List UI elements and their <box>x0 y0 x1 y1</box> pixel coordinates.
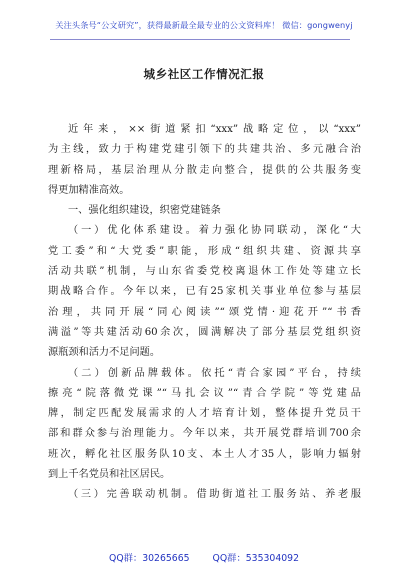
body-line: 期战略合作。今年以来，已有25家机关事业单位参与基层 <box>48 286 361 298</box>
body-line: 近年来，××街道紧扣“xxx”战略定位，以“xxx” <box>68 124 361 135</box>
qq-group-2: QQ群：535304092 <box>212 553 299 564</box>
body-line: 得更加精准高效。 <box>48 184 130 196</box>
body-line: 牌，制定匹配发展需求的人才培育计划，整体提升党员干 <box>48 408 361 420</box>
body-line: 班次，孵化社区服务队10支、本土人才35人，影响力辐射 <box>48 448 361 460</box>
body-line: 源瓶颈和活力不足问题。 <box>48 347 161 359</box>
body-line: 擦亮“院落微党课”“马扎会议”“青合学院”等党建品 <box>48 387 361 399</box>
header-banner: 关注头条号“公文研究”，获得最新最全最专业的公文资料库！ 微信：gongwenyj <box>55 20 353 30</box>
document-title: 城乡社区工作情况汇报 <box>143 67 265 81</box>
header-divider <box>50 39 350 40</box>
qq-group-1: QQ群：30265665 <box>109 553 190 564</box>
body-line: （一）优化体系建设。着力强化协同联动，深化“大 <box>68 225 361 237</box>
body-line: 活动共联”机制，与山东省委党校离退休工作处等建立长 <box>48 266 361 278</box>
document-body <box>48 120 361 506</box>
section-heading: 一、强化组织建设，织密党建链条 <box>68 205 221 217</box>
body-line: 治理，共同开展“同心阅读”“颂党情·迎花开”“书香 <box>48 306 361 318</box>
body-line: 部和群众参与治理能力。今年以来，共开展党群培训700余 <box>48 428 361 440</box>
body-line: 到上千名党员和社区居民。 <box>48 469 171 481</box>
body-line: 理新格局，基层治理从分散走向整合，提供的公共服务变 <box>48 164 361 176</box>
body-line: 满溢”等共建活动60余次，圆满解决了部分基层党组织资 <box>48 326 361 338</box>
body-line: （二）创新品牌载体。依托“青合家园”平台，持续 <box>68 367 361 379</box>
body-line: 党工委”和“大党委”职能，形成“组织共建、资源共享 <box>48 245 361 257</box>
body-line: 为主线，致力于构建党建引领下的共建共治、多元融合治 <box>48 144 361 156</box>
body-line: （三）完善联动机制。借助街道社工服务站、养老服 <box>68 489 361 501</box>
footer-contact <box>0 550 408 564</box>
